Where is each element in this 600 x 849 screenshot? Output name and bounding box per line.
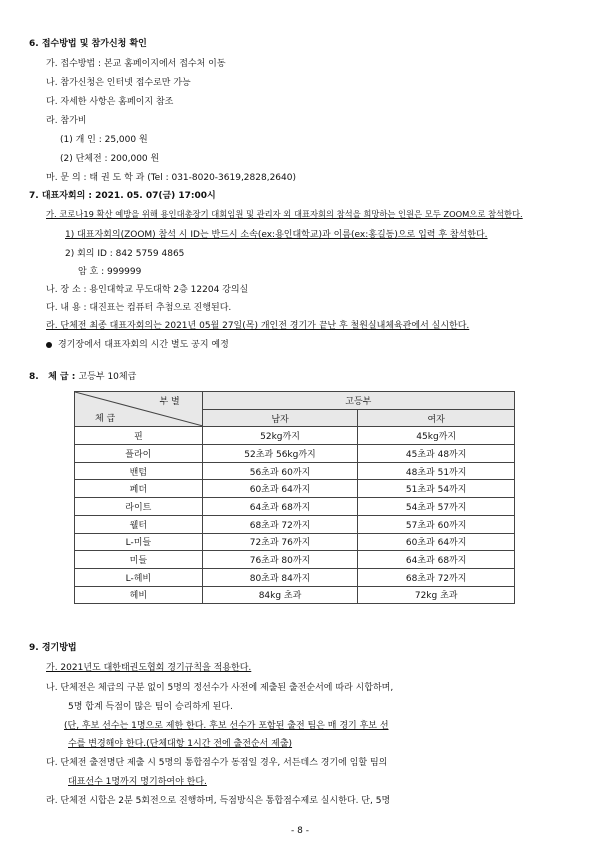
female-limit: 60초과 64까지	[358, 533, 515, 551]
table-row	[75, 551, 515, 569]
female-limit: 57초과 60까지	[358, 515, 515, 533]
weight-class-name: L-미들	[75, 533, 203, 551]
male-limit: 68초과 72까지	[202, 515, 358, 533]
female-limit: 64초과 68까지	[358, 551, 515, 569]
table-row	[75, 462, 515, 480]
s7-item-na: 나. 장 소 : 용인대학교 무도대학 2층 12204 강의실	[46, 285, 249, 295]
section-7-heading: 7. 대표자회의 : 2021. 05. 07(금) 17:00시	[29, 191, 216, 201]
s9-item-ga: 가. 2021년도 대한태권도협회 경기규칙을 적용한다.	[46, 663, 252, 673]
weight-class-name: 페더	[75, 480, 203, 498]
s9-item-na-4: 수를 변경해야 한다.(단체대항 1시간 전에 출전순서 제출)	[68, 739, 293, 749]
female-limit: 48초과 51까지	[358, 462, 515, 480]
weight-class-name: 미들	[75, 551, 203, 569]
corner-label-weight: 체 급	[95, 414, 116, 425]
table-row	[75, 533, 515, 551]
s6-fee-individual: (1) 개 인 : 25,000 원	[60, 135, 148, 145]
s9-item-na-3: (단, 후보 선수는 1명으로 제한 한다. 후보 선수가 포함된 출전 팀은 매 경기 후보 선	[64, 721, 389, 731]
s6-item-na: 나. 참가신청은 인터넷 접수로만 가능	[46, 78, 191, 88]
weight-class-name: 플라이	[75, 445, 203, 463]
weight-class-name: 웰터	[75, 515, 203, 533]
female-limit: 72kg 초과	[358, 586, 515, 604]
male-limit: 80초과 84까지	[202, 568, 358, 586]
female-limit: 45초과 48까지	[358, 445, 515, 463]
s9-item-da-1: 다. 단체전 출전명단 제출 시 5명의 통합점수가 동점일 경우, 서든데스 경기에 임할 팀의	[46, 758, 388, 768]
weight-class-name: L-헤비	[75, 568, 203, 586]
weight-class-name: 밴텀	[75, 462, 203, 480]
s9-item-ra-1: 라. 단체전 시합은 2분 5회전으로 진행하며, 득점방식은 통합점수제로 실시한다. 단, 5명	[46, 796, 391, 806]
male-limit: 52초과 56kg까지	[202, 445, 358, 463]
male-limit: 56초과 60까지	[202, 462, 358, 480]
s9-item-da-2: 대표선수 1명까지 명기하여야 한다.	[68, 777, 207, 787]
weight-class-name: 헤비	[75, 586, 203, 604]
table-row	[75, 586, 515, 604]
s7-item-da: 다. 내 용 : 대진표는 컴퓨터 추첨으로 진행된다.	[46, 303, 232, 313]
corner-label-division: 부 별	[159, 397, 180, 407]
male-limit: 60초과 64까지	[202, 480, 358, 498]
table-row	[75, 480, 515, 498]
s7-item-ra: 라. 단체전 최종 대표자회의는 2021년 05월 27일(목) 개인전 경기가 끝난 후 철원실내체육관에서 실시한다.	[46, 321, 470, 331]
s6-fee-team: (2) 단체전 : 200,000 원	[60, 154, 160, 164]
male-limit: 72초과 76까지	[202, 533, 358, 551]
table-corner-cell	[75, 392, 203, 427]
weight-class-name: 라이트	[75, 498, 203, 516]
male-limit: 76초과 80까지	[202, 551, 358, 569]
section-9-heading: 9. 경기방법	[29, 643, 77, 653]
table-row	[75, 568, 515, 586]
s7-zoom-id-rule: 1) 대표자회의(ZOOM) 참석 시 ID는 반드시 소속(ex:용인대학교)과 이름(ex:홍길동)으로 입력 후 참석한다.	[65, 230, 488, 240]
weight-class-table	[74, 391, 515, 604]
weight-class-name: 핀	[75, 427, 203, 445]
table-row	[75, 498, 515, 516]
female-limit: 51초과 54까지	[358, 480, 515, 498]
bullet-icon	[46, 342, 52, 348]
col-male: 남자	[202, 409, 358, 427]
s9-item-na-1: 나. 단체전은 체급의 구분 없이 5명의 정선수가 사전에 제출된 출전순서에 따라 시합하며,	[46, 683, 394, 693]
section-8-heading: 8. 체 급 : 고등부 10체급	[29, 372, 137, 382]
female-limit: 45kg까지	[358, 427, 515, 445]
s9-item-na-2: 5명 합계 득점이 많은 팀이 승리하게 된다.	[68, 702, 233, 712]
section-6-heading: 6. 접수방법 및 참가신청 확인	[29, 39, 147, 49]
s7-meeting-id: 2) 회의 ID : 842 5759 4865	[65, 249, 185, 259]
s7-note: 경기장에서 대표자회의 시간 별도 공지 예정	[46, 337, 229, 350]
s7-password: 암 호 : 999999	[78, 267, 142, 277]
s6-item-ra: 라. 참가비	[46, 116, 87, 126]
female-limit: 68초과 72까지	[358, 568, 515, 586]
table-row	[75, 445, 515, 463]
male-limit: 84kg 초과	[202, 586, 358, 604]
s6-item-da: 다. 자세한 사항은 홈페이지 참조	[46, 97, 174, 107]
col-female: 여자	[358, 409, 515, 427]
page-number: - 8 -	[291, 826, 309, 836]
group-header: 고등부	[202, 392, 514, 410]
female-limit: 54초과 57까지	[358, 498, 515, 516]
s7-item-ga: 가. 코로나19 확산 예방을 위해 용인대총장기 대회임원 및 관리자 외 대표자회의 참석을 희망하는 인원은 모두 ZOOM으로 참석한다.	[46, 209, 523, 219]
table-row	[75, 427, 515, 445]
male-limit: 52kg까지	[202, 427, 358, 445]
table-row	[75, 515, 515, 533]
male-limit: 64초과 68까지	[202, 498, 358, 516]
s6-item-ma: 마. 문 의 : 태 권 도 학 과 (Tel : 031-8020-3619,2828,2640)	[46, 173, 296, 183]
s6-item-ga: 가. 접수방법 : 본교 홈페이지에서 접수처 이동	[46, 59, 226, 69]
